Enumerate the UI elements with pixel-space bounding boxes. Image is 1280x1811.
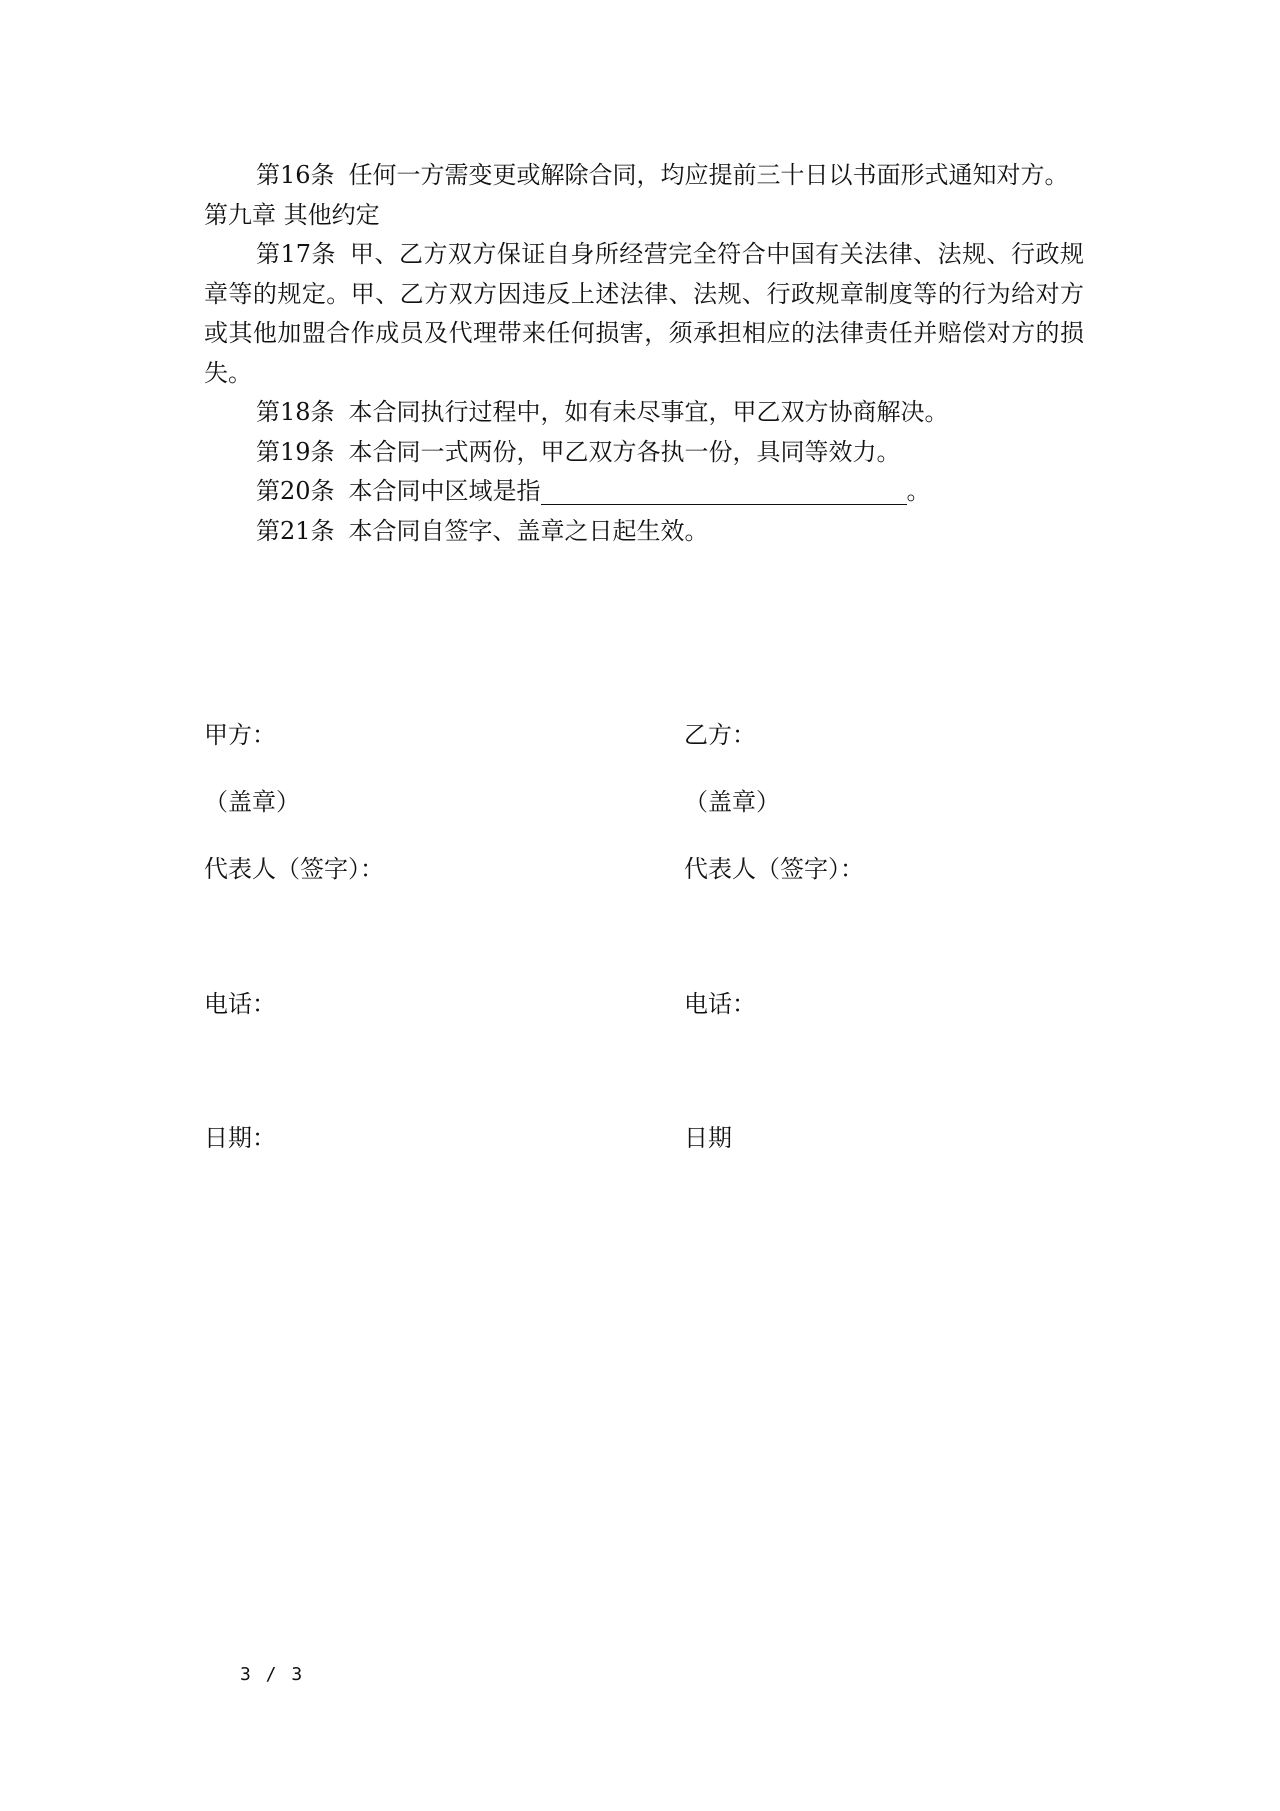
article-text: 本合同执行过程中，如有未尽事宜，甲乙双方协商解决。 bbox=[348, 398, 949, 426]
chapter-heading: 第九章 其他约定 bbox=[204, 200, 380, 229]
article-text: 本合同自签字、盖章之日起生效。 bbox=[348, 516, 709, 545]
article-19 bbox=[204, 433, 1084, 473]
article-18 bbox=[204, 393, 1084, 433]
party-a-date: 日期： bbox=[204, 1124, 276, 1152]
article-17 bbox=[204, 235, 1084, 393]
region-blank-line bbox=[541, 478, 907, 505]
contract-body bbox=[204, 156, 1084, 551]
article-number: 第16条 bbox=[256, 161, 335, 189]
party-a-representative: 代表人（签字）： bbox=[204, 855, 384, 883]
article-text: 任何一方需变更或解除合同，均应提前三十日以书面形式通知对方。 bbox=[348, 161, 1069, 189]
party-b-phone: 电话： bbox=[684, 990, 756, 1018]
party-a-label: 甲方： bbox=[204, 721, 276, 749]
party-b-seal: （盖章） bbox=[684, 788, 780, 816]
article-16 bbox=[204, 156, 1084, 196]
article-number: 第17条 bbox=[256, 240, 336, 268]
party-b-date: 日期 bbox=[684, 1124, 732, 1152]
party-b-representative: 代表人（签字）： bbox=[684, 855, 864, 883]
article-text: 本合同中区域是指 bbox=[348, 477, 541, 505]
article-number: 第19条 bbox=[256, 437, 335, 466]
party-a-seal: （盖章） bbox=[204, 788, 300, 816]
article-end-punct: 。 bbox=[906, 477, 931, 505]
article-20 bbox=[204, 472, 1084, 512]
article-text: 本合同一式两份，甲乙双方各执一份，具同等效力。 bbox=[348, 437, 901, 466]
page-number: 3 / 3 bbox=[240, 1664, 305, 1685]
article-number: 第20条 bbox=[256, 477, 335, 505]
party-a-phone: 电话： bbox=[204, 990, 276, 1018]
article-number: 第21条 bbox=[256, 516, 335, 545]
article-text: 甲、乙方双方保证自身所经营完全符合中国有关法律、法规、行政规章等的规定。甲、乙方双方因违反上述法律、法规、行政规章制度等的行为给对方或其他加盟合作成员及代理带来任何损害，须承担相应的法律责任并赔偿对方的损失。 bbox=[204, 240, 1085, 387]
article-21 bbox=[204, 512, 1084, 552]
party-b-label: 乙方： bbox=[684, 721, 756, 749]
article-number: 第18条 bbox=[256, 398, 335, 426]
